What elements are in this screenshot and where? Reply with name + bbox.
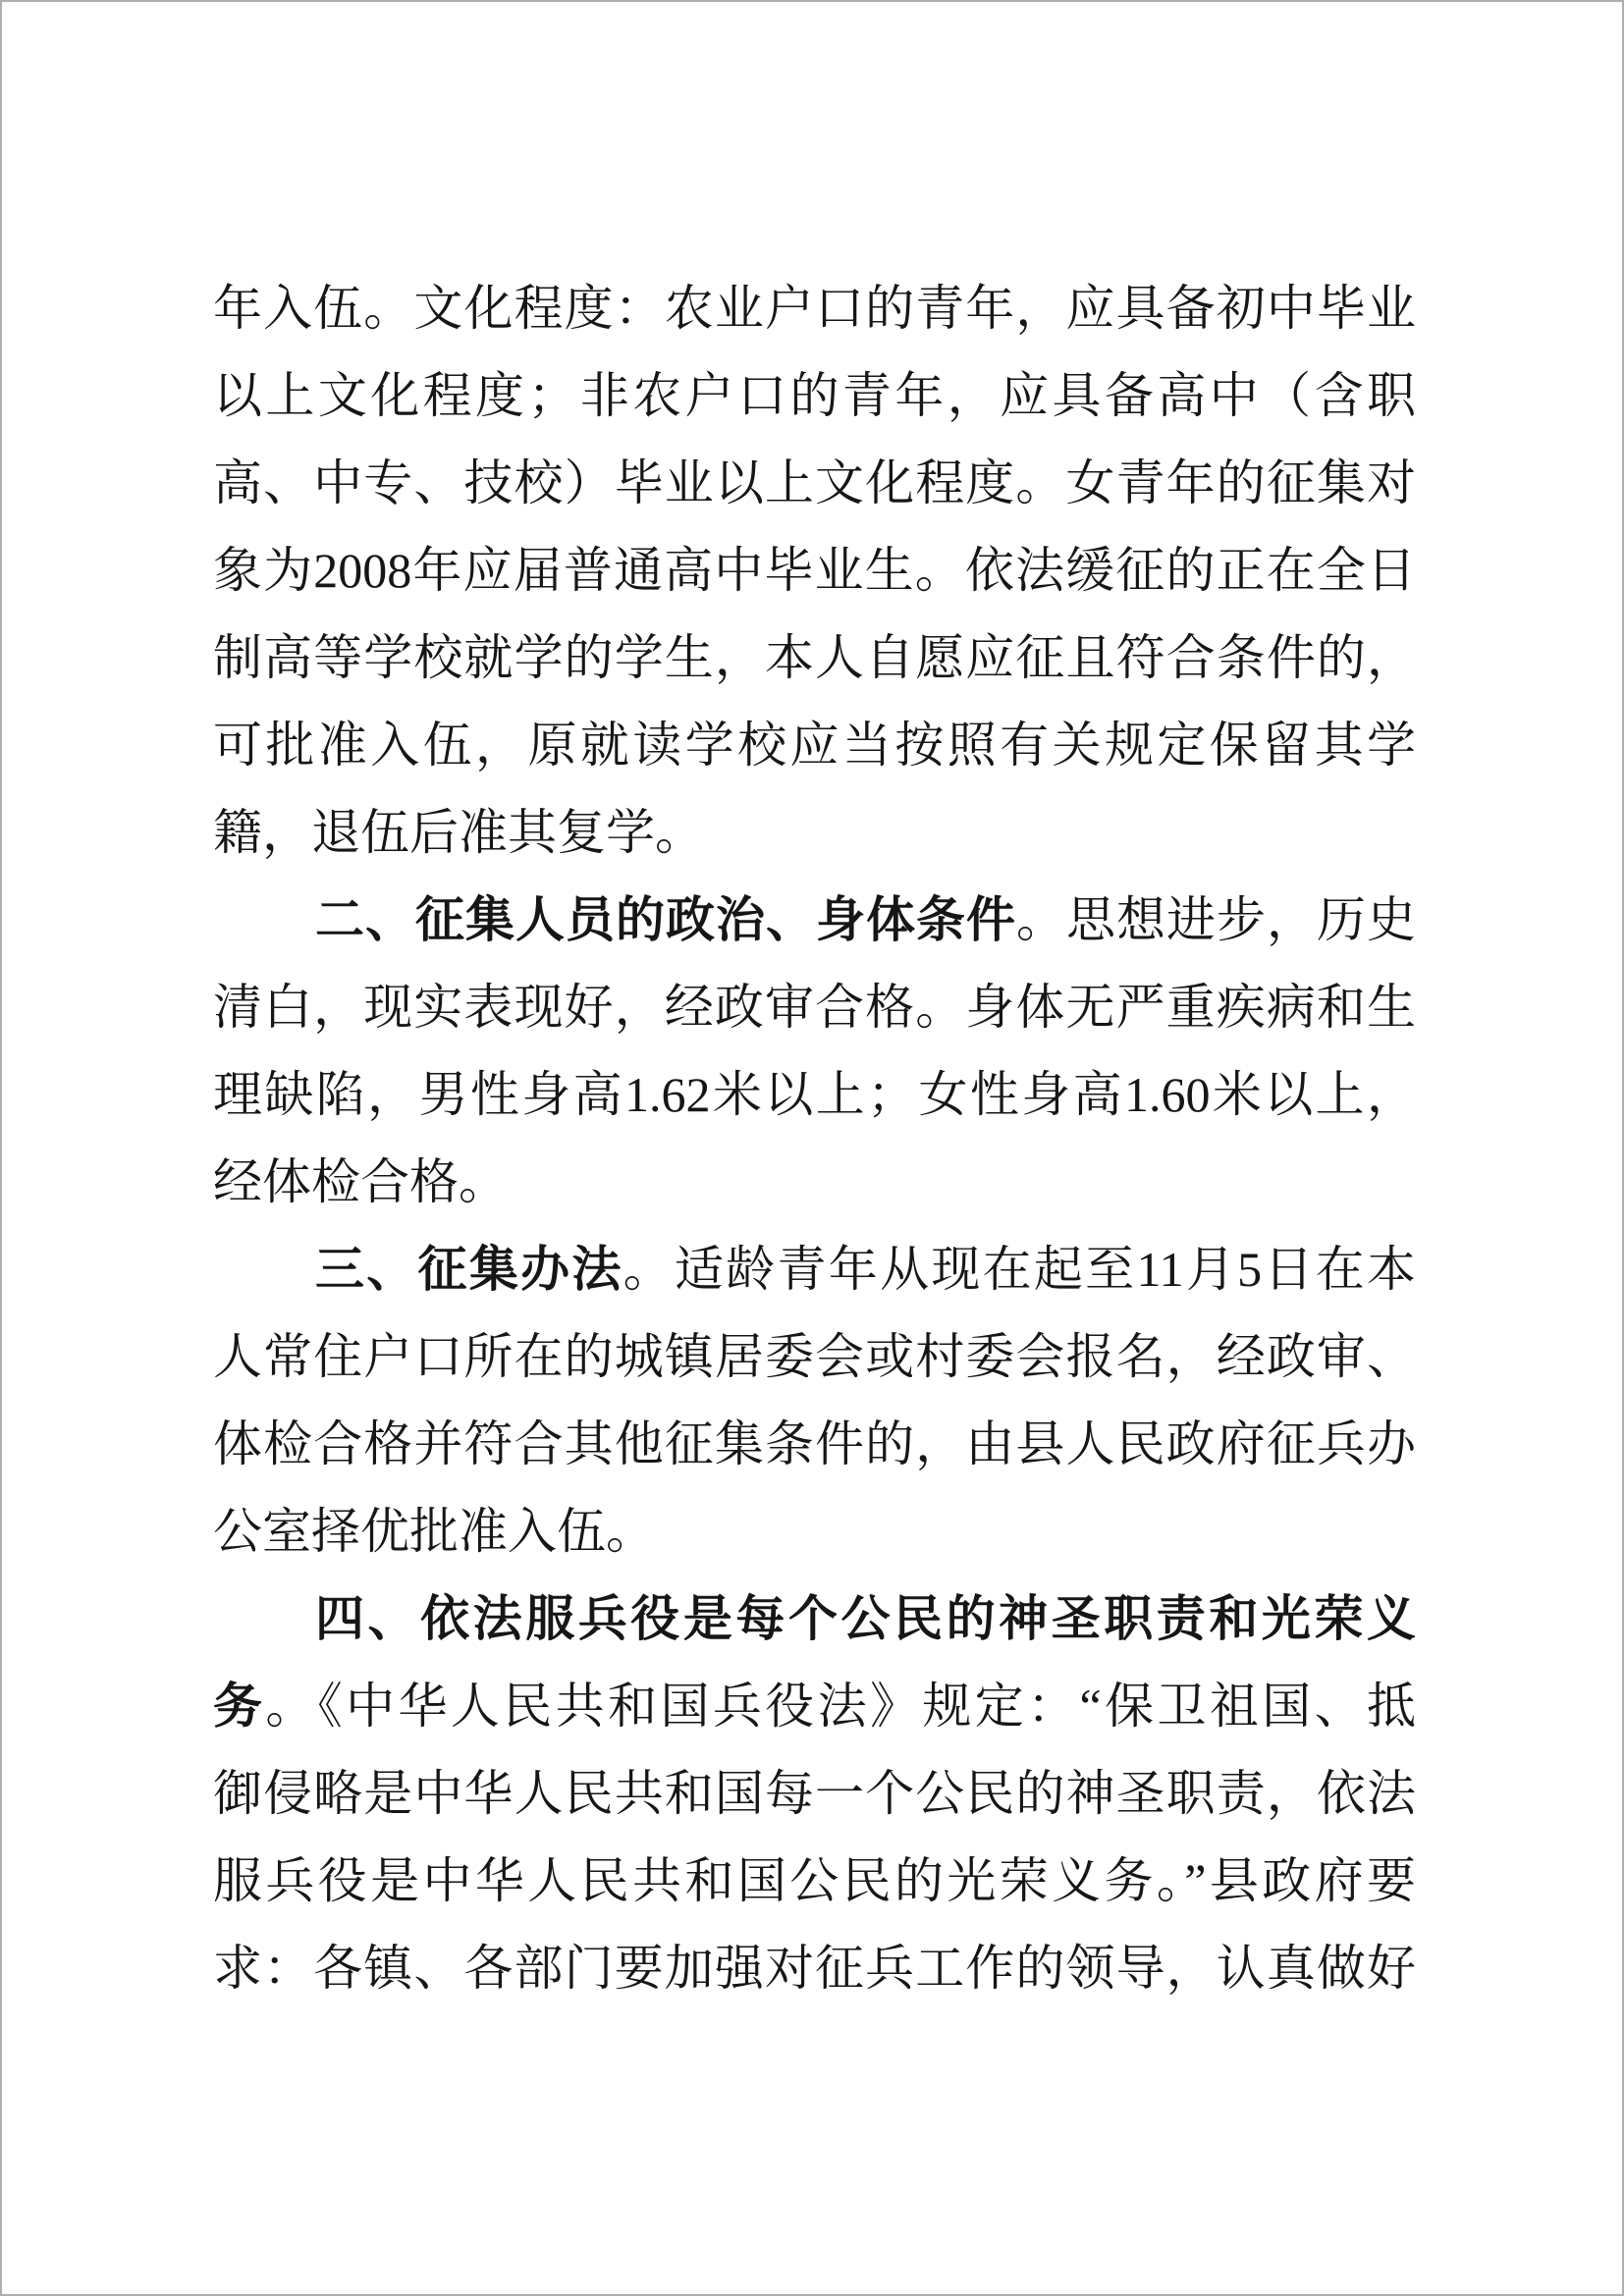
text-line: [213, 1051, 1416, 1139]
text-line: [213, 1750, 1416, 1838]
text-segment: 服兵役是中华人民共和国公民的光荣义务。”县政府要: [213, 1853, 1416, 1908]
text-line: [213, 702, 1416, 789]
text-segment: 清白，现实表现好，经政审合格。身体无严重疾病和生: [213, 980, 1416, 1035]
text-line: [213, 1226, 1416, 1313]
text-line: [213, 1139, 1416, 1226]
text-segment: 制高等学校就学的学生，本人自愿应征且符合条件的，: [213, 630, 1416, 685]
text-segment: 籍，退伍后准其复学。: [213, 805, 704, 860]
text-line: [213, 614, 1416, 702]
heading-bold-segment: 四、依法服兵役是每个公民的神圣职责和光荣义: [315, 1591, 1416, 1646]
document-text-block: [213, 265, 1416, 2012]
text-line: [213, 1313, 1416, 1401]
text-segment: 。适龄青年从现在起至11月5日在本: [623, 1242, 1416, 1297]
text-line: [213, 789, 1416, 877]
text-line: [213, 527, 1416, 614]
text-line: [213, 1663, 1416, 1750]
text-segment: 象为2008年应届普通高中毕业生。依法缓征的正在全日: [213, 543, 1416, 598]
text-line: [213, 877, 1416, 964]
text-segment: 人常住户口所在的城镇居委会或村委会报名，经政审、: [213, 1329, 1416, 1384]
text-segment: 高、中专、技校）毕业以上文化程度。女青年的征集对: [213, 455, 1416, 510]
text-segment: 经体检合格。: [213, 1154, 508, 1209]
text-line: [213, 1488, 1416, 1575]
text-segment: 以上文化程度；非农户口的青年，应具备高中（含职: [213, 368, 1416, 423]
text-segment: 公室择优批准入伍。: [213, 1504, 655, 1559]
heading-bold-segment: 务: [213, 1679, 266, 1734]
text-segment: 体检合格并符合其他征集条件的，由县人民政府征兵办: [213, 1416, 1416, 1471]
text-line: [213, 1925, 1416, 2012]
text-segment: 求：各镇、各部门要加强对征兵工作的领导，认真做好: [213, 1941, 1416, 1996]
text-segment: 理缺陷，男性身高1.62米以上；女性身高1.60米以上，: [213, 1067, 1416, 1122]
text-segment: 可批准入伍，原就读学校应当按照有关规定保留其学: [213, 718, 1416, 773]
text-line: [213, 1575, 1416, 1663]
text-line: [213, 352, 1416, 440]
text-line: [213, 1838, 1416, 1925]
heading-bold-segment: 二、征集人员的政治、身体条件: [315, 892, 1016, 947]
text-segment: 。思想进步，历史: [1016, 892, 1416, 947]
text-line: [213, 964, 1416, 1051]
text-line: [213, 440, 1416, 527]
text-line: [213, 1401, 1416, 1488]
text-line: [213, 265, 1416, 352]
text-segment: 年入伍。文化程度：农业户口的青年，应具备初中毕业: [213, 281, 1416, 336]
heading-bold-segment: 三、征集办法: [315, 1242, 623, 1297]
text-segment: 御侵略是中华人民共和国每一个公民的神圣职责，依法: [213, 1766, 1416, 1821]
text-segment: 。《中华人民共和国兵役法》规定：“保卫祖国、抵: [265, 1679, 1416, 1734]
